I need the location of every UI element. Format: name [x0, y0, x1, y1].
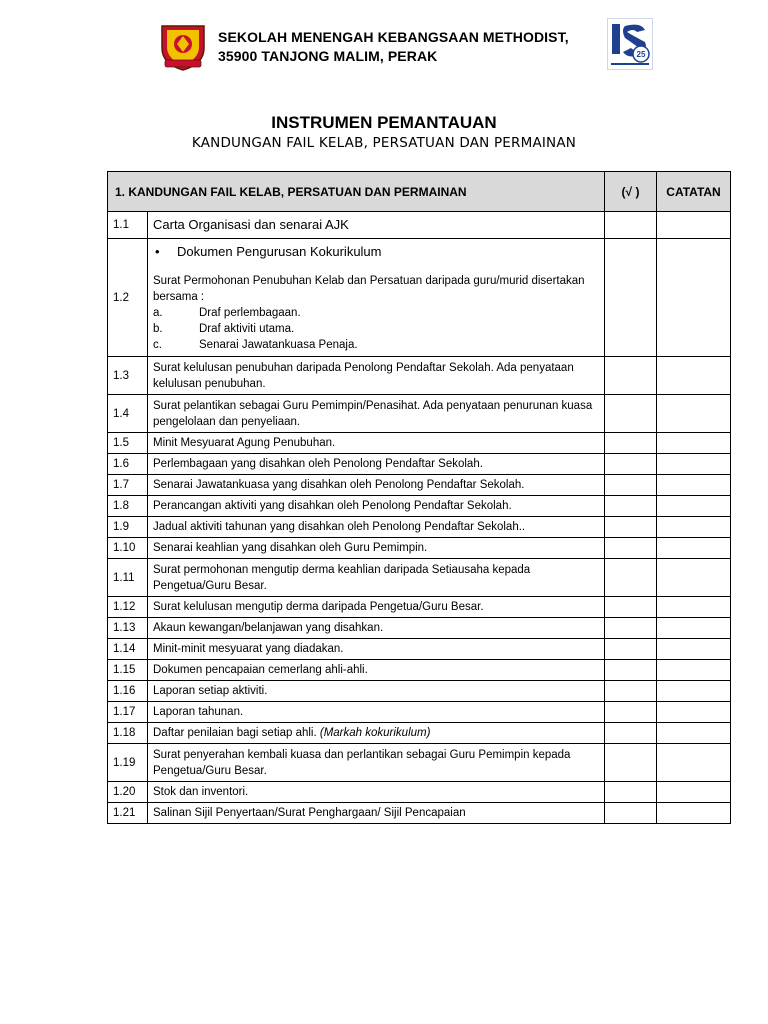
page-title: INSTRUMEN PEMANTAUAN: [271, 113, 497, 132]
check-cell[interactable]: [605, 357, 657, 395]
row-number: 1.4: [108, 395, 148, 433]
row-text: Akaun kewangan/belanjawan yang disahkan.: [148, 618, 605, 639]
bullet-icon: •: [155, 244, 160, 259]
check-cell[interactable]: [605, 597, 657, 618]
school-crest-icon: [160, 22, 206, 72]
row-number: 1.1: [108, 212, 148, 239]
row-text: Laporan tahunan.: [148, 702, 605, 723]
sub-item: [153, 305, 599, 321]
row-text: Surat kelulusan mengutip derma daripada Pengetua/Guru Besar.: [148, 597, 605, 618]
sub-item-text: Draf perlembagaan.: [199, 307, 301, 319]
table-row: [108, 538, 731, 559]
sub-item-letter: a.: [153, 307, 163, 319]
table-row: [108, 723, 731, 744]
check-column-header: (√ ): [605, 172, 657, 212]
check-cell[interactable]: [605, 618, 657, 639]
table-row: [108, 639, 731, 660]
row-text: Perancangan aktiviti yang disahkan oleh Penolong Pendaftar Sekolah.: [148, 496, 605, 517]
sub-item-text: Senarai Jawatankuasa Penaja.: [199, 339, 358, 351]
check-cell[interactable]: [605, 782, 657, 803]
notes-cell[interactable]: [657, 538, 731, 559]
row-text: Perlembagaan yang disahkan oleh Penolong Pendaftar Sekolah.: [148, 454, 605, 475]
row-text: Minit-minit mesyuarat yang diadakan.: [148, 639, 605, 660]
bullet-item: [153, 243, 599, 260]
sub-item: [153, 337, 599, 353]
notes-cell[interactable]: [657, 639, 731, 660]
row-number: 1.12: [108, 597, 148, 618]
row-text: Dokumen pencapaian cemerlang ahli-ahli.: [148, 660, 605, 681]
row-text: Surat penyerahan kembali kuasa dan perlantikan sebagai Guru Pemimpin kepada Pengetua/Guru Besar.: [148, 744, 605, 782]
row-number: 1.19: [108, 744, 148, 782]
notes-cell[interactable]: [657, 433, 731, 454]
notes-cell[interactable]: [657, 723, 731, 744]
notes-cell[interactable]: [657, 239, 731, 357]
checklist-table: [107, 171, 731, 824]
row-text: Surat kelulusan penubuhan daripada Penolong Pendaftar Sekolah. Ada penyataan kelulusan penubuhan.: [148, 357, 605, 395]
check-cell[interactable]: [605, 702, 657, 723]
table-row: [108, 454, 731, 475]
check-cell[interactable]: [605, 454, 657, 475]
row-number: 1.18: [108, 723, 148, 744]
row-text: Senarai Jawatankuasa yang disahkan oleh Penolong Pendaftar Sekolah.: [148, 475, 605, 496]
row-text: Surat Permohonan Penubuhan Kelab dan Persatuan daripada guru/murid disertakan bersama :: [153, 275, 585, 303]
check-cell[interactable]: [605, 639, 657, 660]
notes-cell[interactable]: [657, 660, 731, 681]
notes-cell[interactable]: [657, 496, 731, 517]
table-header-row: [108, 172, 731, 212]
row-text: Daftar penilaian bagi setiap ahli.: [153, 727, 317, 739]
bullet-text: Dokumen Pengurusan Kokurikulum: [177, 244, 382, 259]
check-cell[interactable]: [605, 395, 657, 433]
table-row: [108, 239, 731, 357]
table-row: [108, 357, 731, 395]
table-row: [108, 660, 731, 681]
page-subtitle: KANDUNGAN FAIL KELAB, PERSATUAN DAN PERMAINAN: [191, 135, 577, 151]
notes-cell[interactable]: [657, 357, 731, 395]
notes-cell[interactable]: [657, 744, 731, 782]
table-row: [108, 517, 731, 538]
ministry-logo-number: 25: [636, 50, 646, 59]
table-row: [108, 702, 731, 723]
notes-cell[interactable]: [657, 681, 731, 702]
row-number: 1.14: [108, 639, 148, 660]
school-address-line: 35900 TANJONG MALIM, PERAK: [218, 48, 438, 64]
row-text: Minit Mesyuarat Agung Penubuhan.: [148, 433, 605, 454]
table-row: [108, 475, 731, 496]
row-number: 1.20: [108, 782, 148, 803]
row-number: 1.17: [108, 702, 148, 723]
row-number: 1.10: [108, 538, 148, 559]
notes-cell[interactable]: [657, 454, 731, 475]
ministry-logo-icon: [607, 18, 653, 70]
row-text: Surat pelantikan sebagai Guru Pemimpin/Penasihat. Ada penyataan penurunan kuasa pengelolaan dan penyeliaan.: [148, 395, 605, 433]
row-text: Surat permohonan mengutip derma keahlian daripada Setiausaha kepada Pengetua/Guru Besar.: [148, 559, 605, 597]
row-text: Salinan Sijil Penyertaan/Surat Penghargaan/ Sijil Pencapaian: [148, 803, 605, 824]
check-cell[interactable]: [605, 475, 657, 496]
row-number: 1.13: [108, 618, 148, 639]
row-number: 1.21: [108, 803, 148, 824]
notes-cell[interactable]: [657, 559, 731, 597]
table-row: [108, 782, 731, 803]
sub-item-text: Draf aktiviti utama.: [199, 323, 295, 335]
notes-cell[interactable]: [657, 803, 731, 824]
row-number: 1.11: [108, 559, 148, 597]
row-note: (Markah kokurikulum): [319, 727, 431, 739]
table-row: [108, 618, 731, 639]
school-name: [218, 28, 569, 66]
check-cell[interactable]: [605, 559, 657, 597]
table-row: [108, 433, 731, 454]
row-text: Carta Organisasi dan senarai AJK: [153, 216, 349, 232]
school-name-line1: SEKOLAH MENENGAH KEBANGSAAN METHODIST,: [218, 29, 569, 45]
sub-item-letter: c.: [153, 339, 162, 351]
table-row: [108, 496, 731, 517]
table-row: [108, 597, 731, 618]
check-cell[interactable]: [605, 496, 657, 517]
check-cell[interactable]: [605, 681, 657, 702]
row-number: 1.6: [108, 454, 148, 475]
check-cell[interactable]: [605, 744, 657, 782]
check-cell[interactable]: [605, 803, 657, 824]
sub-item-letter: b.: [153, 323, 163, 335]
row-number: 1.2: [108, 239, 148, 357]
table-row: [108, 559, 731, 597]
table-row: [108, 744, 731, 782]
table-row: [108, 212, 731, 239]
notes-cell[interactable]: [657, 782, 731, 803]
row-number: 1.16: [108, 681, 148, 702]
notes-cell[interactable]: [657, 702, 731, 723]
row-text: Stok dan inventori.: [148, 782, 605, 803]
check-cell[interactable]: [605, 239, 657, 357]
table-row: [108, 395, 731, 433]
row-number: 1.8: [108, 496, 148, 517]
check-cell[interactable]: [605, 723, 657, 744]
row-number: 1.5: [108, 433, 148, 454]
row-number: 1.9: [108, 517, 148, 538]
row-number: 1.15: [108, 660, 148, 681]
table-row: [108, 803, 731, 824]
notes-cell[interactable]: [657, 475, 731, 496]
notes-cell[interactable]: [657, 517, 731, 538]
table-row: [108, 681, 731, 702]
check-cell[interactable]: [605, 660, 657, 681]
notes-column-header: CATATAN: [657, 172, 731, 212]
row-text: Laporan setiap aktiviti.: [148, 681, 605, 702]
notes-cell[interactable]: [657, 212, 731, 239]
sub-item: [153, 321, 599, 337]
row-number: 1.7: [108, 475, 148, 496]
row-number: 1.3: [108, 357, 148, 395]
check-cell[interactable]: [605, 433, 657, 454]
check-cell[interactable]: [605, 212, 657, 239]
notes-cell[interactable]: [657, 618, 731, 639]
notes-cell[interactable]: [657, 597, 731, 618]
check-cell[interactable]: [605, 538, 657, 559]
row-text: Jadual aktiviti tahunan yang disahkan oleh Penolong Pendaftar Sekolah..: [148, 517, 605, 538]
check-cell[interactable]: [605, 517, 657, 538]
notes-cell[interactable]: [657, 395, 731, 433]
section-heading: 1. KANDUNGAN FAIL KELAB, PERSATUAN DAN PERMAINAN: [108, 172, 605, 212]
row-text: Senarai keahlian yang disahkan oleh Guru Pemimpin.: [148, 538, 605, 559]
